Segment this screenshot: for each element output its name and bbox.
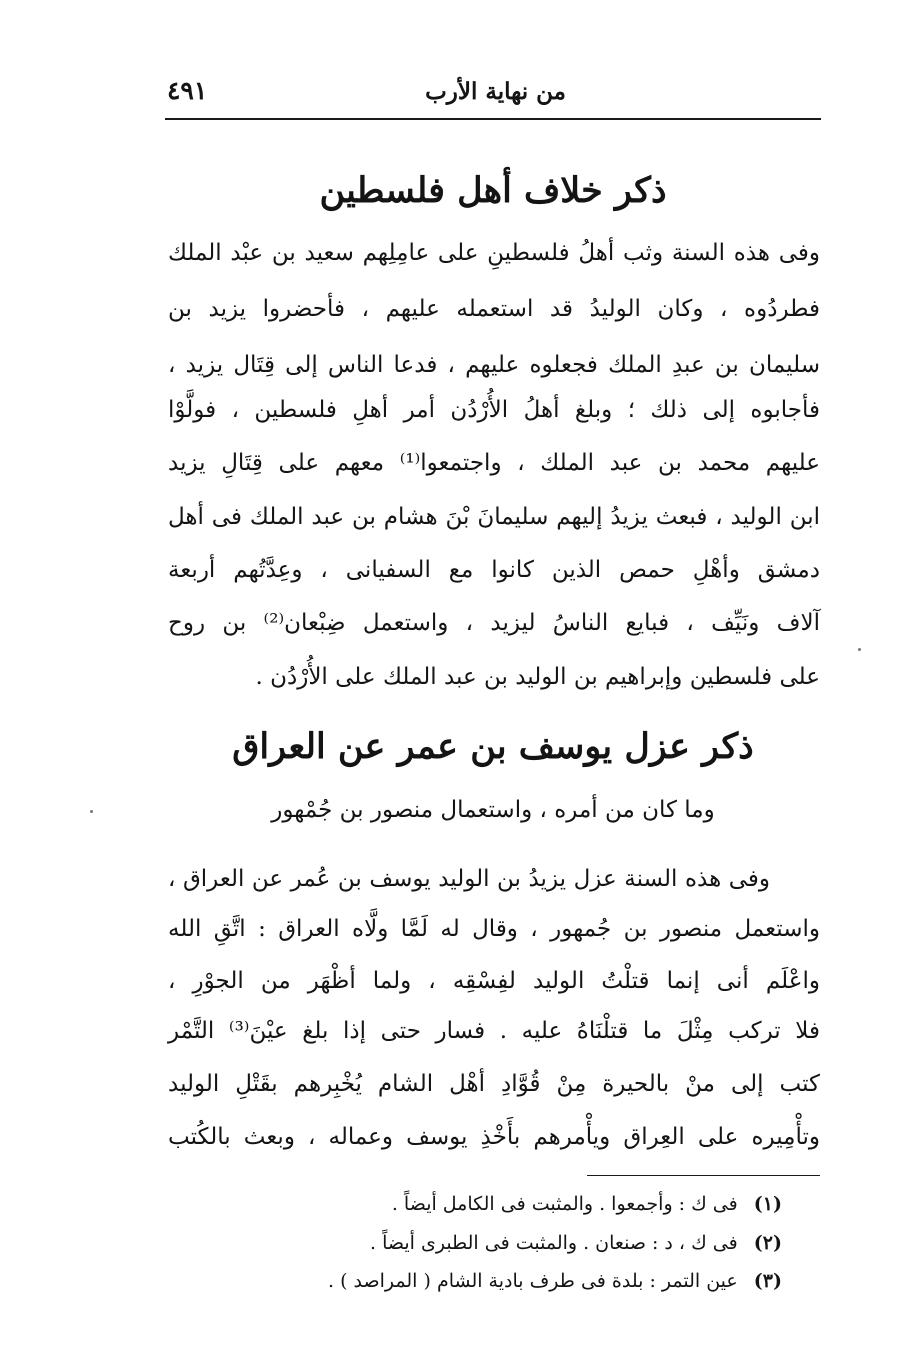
text-line: ابن الوليد ، فبعث يزيدُ إليهم سليمانَ بْنَ هشام بن عبد الملك فى أهل xyxy=(168,504,820,530)
text-line: واستعمل منصور بن جُمهور ، وقال له لَمَّا ولَّاه العراق : اتَّقِ الله xyxy=(168,916,820,942)
footnote-number: (٢) xyxy=(753,1232,782,1254)
page-number: ٤٩١ xyxy=(167,76,208,105)
footnote-number: (١) xyxy=(753,1193,782,1215)
text-line: وفى هذه السنة وثب أهلُ فلسطينِ على عامِلِهم سعيد بن عبْد الملك xyxy=(168,240,820,266)
footnote-rule xyxy=(587,1175,820,1176)
scan-speck xyxy=(90,810,93,813)
footnote-text: عين التمر : بلدة فى طرف بادية الشام ( المراصد ) . xyxy=(328,1270,738,1292)
text-line: واعْلَم أنى إنما قتلْتُ الوليد لفِسْقِه ، ولما أظْهَر من الجوْرِ ، xyxy=(168,968,820,994)
section-subheading: وما كان من أمره ، واستعمال منصور بن جُمْهور xyxy=(271,797,715,823)
text-line: فطردُوه ، وكان الوليدُ قد استعمله عليهم ، فأحضروا يزيد بن xyxy=(168,296,820,322)
footnote-text: فى ك ، د : صنعان . والمثبت فى الطبرى أيضاً . xyxy=(370,1232,738,1254)
running-title: من نهاية الأرب xyxy=(425,78,566,105)
footnote-number: (٣) xyxy=(753,1270,782,1292)
footnote xyxy=(182,1232,782,1254)
running-header xyxy=(165,72,821,120)
text-line: على فلسطين وإبراهيم بن الوليد بن عبد الملك على الأُرْدُن . xyxy=(255,664,820,690)
footnote xyxy=(182,1270,782,1292)
footnote xyxy=(182,1193,782,1215)
text-line: وتأْمِيره على العِراق ويأْمرهم بأَخْذِ يوسف وعماله ، وبعث بالكُتب xyxy=(168,1124,820,1150)
text-line: عليهم محمد بن عبد الملك ، واجتمعوا⁽¹⁾ معهم على قِتَالِ يزيد xyxy=(168,450,820,476)
text-line: فلا تركب مِثْلَ ما قتلْنَاهُ عليه . فسار حتى إذا بلغ عيْنَ⁽³⁾ التَّمْر xyxy=(168,1018,821,1044)
scan-speck xyxy=(858,648,861,651)
text-line: وفى هذه السنة عزل يزيدُ بن الوليد يوسف بن عُمر عن العراق ، xyxy=(168,866,770,892)
text-line: آلاف ونَيِّف ، فبايع الناسُ ليزيد ، واستعمل ضِبْعان⁽²⁾ بن روح xyxy=(168,610,820,636)
text-line: كتب إلى منْ بالحيرة مِنْ قُوَّادِ أهْل الشام يُخْبِرهم بقَتْلِ الوليد xyxy=(168,1071,820,1097)
text-line: دمشق وأهْلِ حمص الذين كانوا مع السفيانى ، وعِدَّتُهم أربعة xyxy=(168,557,820,583)
text-line: سليمان بن عبدِ الملك فجعلوه عليهم ، فدعا الناس إلى قِتَال يزيد ، xyxy=(168,352,820,378)
section-heading-yusuf: ذكر عزل يوسف بن عمر عن العراق xyxy=(232,726,754,767)
text-line: فأجابوه إلى ذلك ؛ وبلغ أهلُ الأُرْدُن أمر أهلِ فلسطين ، فولَّوْا xyxy=(168,397,820,423)
section-heading-palestine: ذكر خلاف أهل فلسطين xyxy=(319,170,667,211)
footnote-text: فى ك : وأجمعوا . والمثبت فى الكامل أيضاً . xyxy=(391,1193,738,1215)
